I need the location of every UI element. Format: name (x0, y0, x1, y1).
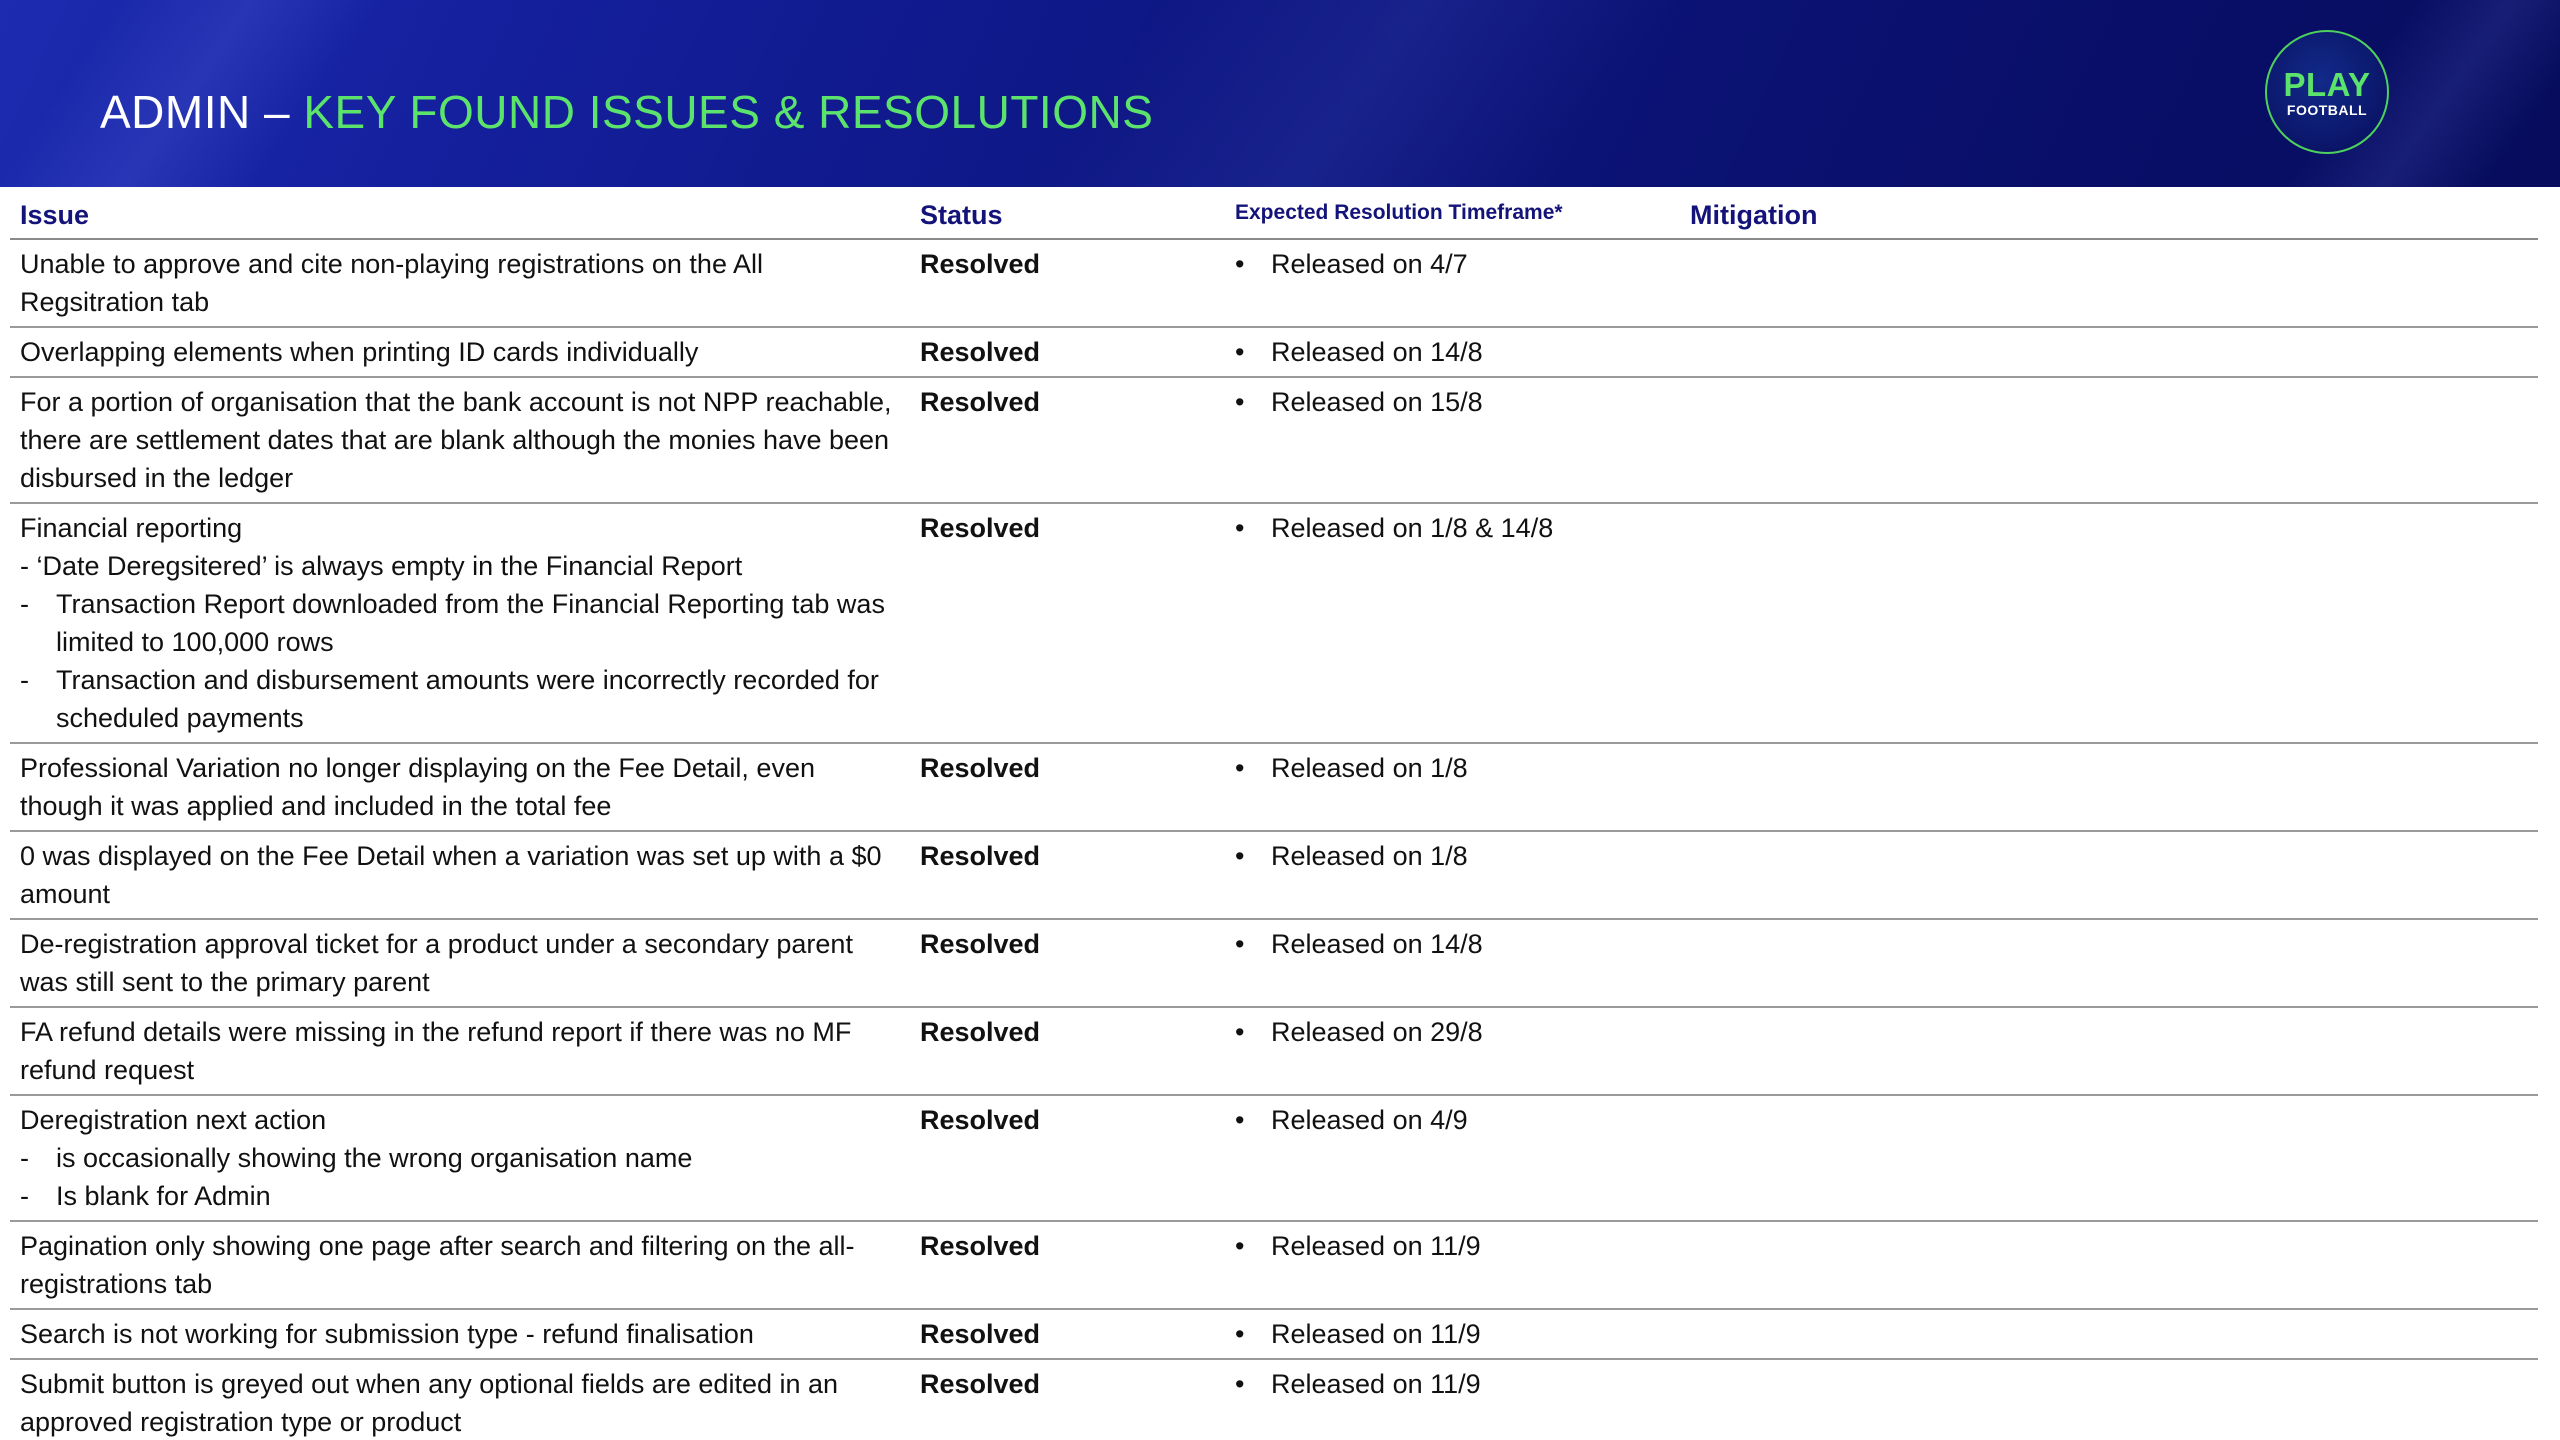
mitigation-cell (1680, 327, 2538, 377)
issue-cell: De-registration approval ticket for a product under a secondary parent was still sent to the primary parent (10, 919, 910, 1007)
timeframe-bullet: • Released on 4/9 (1235, 1101, 1672, 1139)
timeframe-bullet: • Released on 4/7 (1235, 245, 1672, 283)
table-row (10, 377, 2538, 503)
issue-sub-item (20, 585, 902, 661)
status-cell: Resolved (910, 1095, 1225, 1221)
status-cell: Resolved (910, 831, 1225, 919)
mitigation-cell (1680, 1007, 2538, 1095)
dash-marker: - (20, 1143, 29, 1173)
mitigation-cell (1680, 1309, 2538, 1359)
timeframe-cell (1225, 1221, 1680, 1309)
logo-word-play: PLAY (2283, 66, 2371, 103)
issue-cell: FA refund details were missing in the refund report if there was no MF refund request (10, 1007, 910, 1095)
header-banner (0, 0, 2560, 187)
mitigation-cell (1680, 1221, 2538, 1309)
status-cell: Resolved (910, 327, 1225, 377)
timeframe-bullet: • Released on 11/9 (1235, 1315, 1672, 1353)
status-cell: Resolved (910, 1221, 1225, 1309)
mitigation-cell (1680, 239, 2538, 327)
dash-marker: - (20, 1181, 29, 1211)
timeframe-cell (1225, 327, 1680, 377)
table-row (10, 919, 2538, 1007)
issue-cell (10, 1095, 910, 1221)
issue-cell: Search is not working for submission type - refund finalisation (10, 1309, 910, 1359)
title-accent: KEY FOUND ISSUES & RESOLUTIONS (303, 86, 1154, 138)
table-row (10, 831, 2538, 919)
timeframe-cell (1225, 1007, 1680, 1095)
column-header-timeframe: Expected Resolution Timeframe* (1225, 192, 1680, 239)
page-title (100, 84, 1153, 140)
timeframe-bullet: • Released on 1/8 (1235, 837, 1672, 875)
issue-cell (10, 503, 910, 743)
issue-detail: - ‘Date Deregsitered’ is always empty in the Financial Report (20, 551, 743, 581)
mitigation-cell (1680, 919, 2538, 1007)
play-football-logo (2265, 30, 2389, 154)
timeframe-cell (1225, 831, 1680, 919)
status-cell: Resolved (910, 503, 1225, 743)
status-cell: Resolved (910, 377, 1225, 503)
issues-table (10, 192, 2538, 1440)
timeframe-bullet: • Released on 11/9 (1235, 1227, 1672, 1265)
issue-cell: Professional Variation no longer displaying on the Fee Detail, even though it was applied and included in the total fee (10, 743, 910, 831)
timeframe-cell (1225, 239, 1680, 327)
timeframe-cell (1225, 1359, 1680, 1440)
issue-cell: For a portion of organisation that the bank account is not NPP reachable, there are settlement dates that are blank although the monies have been disbursed in the ledger (10, 377, 910, 503)
table-row (10, 1007, 2538, 1095)
issue-sub-item (20, 1177, 902, 1215)
issue-heading: Deregistration next action (20, 1105, 327, 1135)
table-row (10, 1221, 2538, 1309)
issue-heading: Financial reporting (20, 513, 243, 543)
timeframe-cell (1225, 1309, 1680, 1359)
issue-sub-text: Is blank for Admin (56, 1181, 271, 1211)
timeframe-bullet: • Released on 11/9 (1235, 1365, 1672, 1403)
column-header-issue: Issue (10, 192, 910, 239)
timeframe-cell (1225, 1095, 1680, 1221)
timeframe-cell (1225, 919, 1680, 1007)
title-prefix: ADMIN – (100, 86, 304, 138)
timeframe-cell (1225, 377, 1680, 503)
status-cell: Resolved (910, 1309, 1225, 1359)
issue-sub-text: Transaction Report downloaded from the Financial Reporting tab was limited to 100,000 rows (56, 589, 885, 657)
timeframe-bullet: • Released on 29/8 (1235, 1013, 1672, 1051)
mitigation-cell (1680, 377, 2538, 503)
issue-cell: 0 was displayed on the Fee Detail when a variation was set up with a $0 amount (10, 831, 910, 919)
status-cell: Resolved (910, 1359, 1225, 1440)
table-header-row (10, 192, 2538, 239)
column-header-mitigation: Mitigation (1680, 192, 2538, 239)
status-cell: Resolved (910, 239, 1225, 327)
dash-marker: - (20, 665, 29, 695)
mitigation-cell (1680, 1359, 2538, 1440)
issue-cell: Submit button is greyed out when any optional fields are edited in an approved registration type or product (10, 1359, 910, 1440)
mitigation-cell (1680, 1095, 2538, 1221)
timeframe-bullet: • Released on 1/8 (1235, 749, 1672, 787)
timeframe-bullet: • Released on 1/8 & 14/8 (1235, 509, 1672, 547)
issue-sub-item (20, 1139, 902, 1177)
issue-cell: Overlapping elements when printing ID cards individually (10, 327, 910, 377)
mitigation-cell (1680, 503, 2538, 743)
mitigation-cell (1680, 831, 2538, 919)
issue-cell: Pagination only showing one page after search and filtering on the all-registrations tab (10, 1221, 910, 1309)
timeframe-bullet: • Released on 14/8 (1235, 333, 1672, 371)
status-cell: Resolved (910, 743, 1225, 831)
issue-sub-text: Transaction and disbursement amounts were incorrectly recorded for scheduled payments (56, 665, 879, 733)
status-cell: Resolved (910, 919, 1225, 1007)
logo-word-football: FOOTBALL (2286, 102, 2368, 118)
table-row (10, 1095, 2538, 1221)
dash-marker: - (20, 589, 29, 619)
table-row (10, 1359, 2538, 1440)
table-row (10, 503, 2538, 743)
issue-sub-text: is occasionally showing the wrong organisation name (56, 1143, 693, 1173)
timeframe-bullet: • Released on 15/8 (1235, 383, 1672, 421)
table-row (10, 1309, 2538, 1359)
timeframe-bullet: • Released on 14/8 (1235, 925, 1672, 963)
issue-cell: Unable to approve and cite non-playing registrations on the All Regsitration tab (10, 239, 910, 327)
column-header-status: Status (910, 192, 1225, 239)
timeframe-cell (1225, 743, 1680, 831)
table-row (10, 239, 2538, 327)
table-row (10, 743, 2538, 831)
issue-sub-item (20, 661, 902, 737)
table-row (10, 327, 2538, 377)
timeframe-cell (1225, 503, 1680, 743)
mitigation-cell (1680, 743, 2538, 831)
status-cell: Resolved (910, 1007, 1225, 1095)
